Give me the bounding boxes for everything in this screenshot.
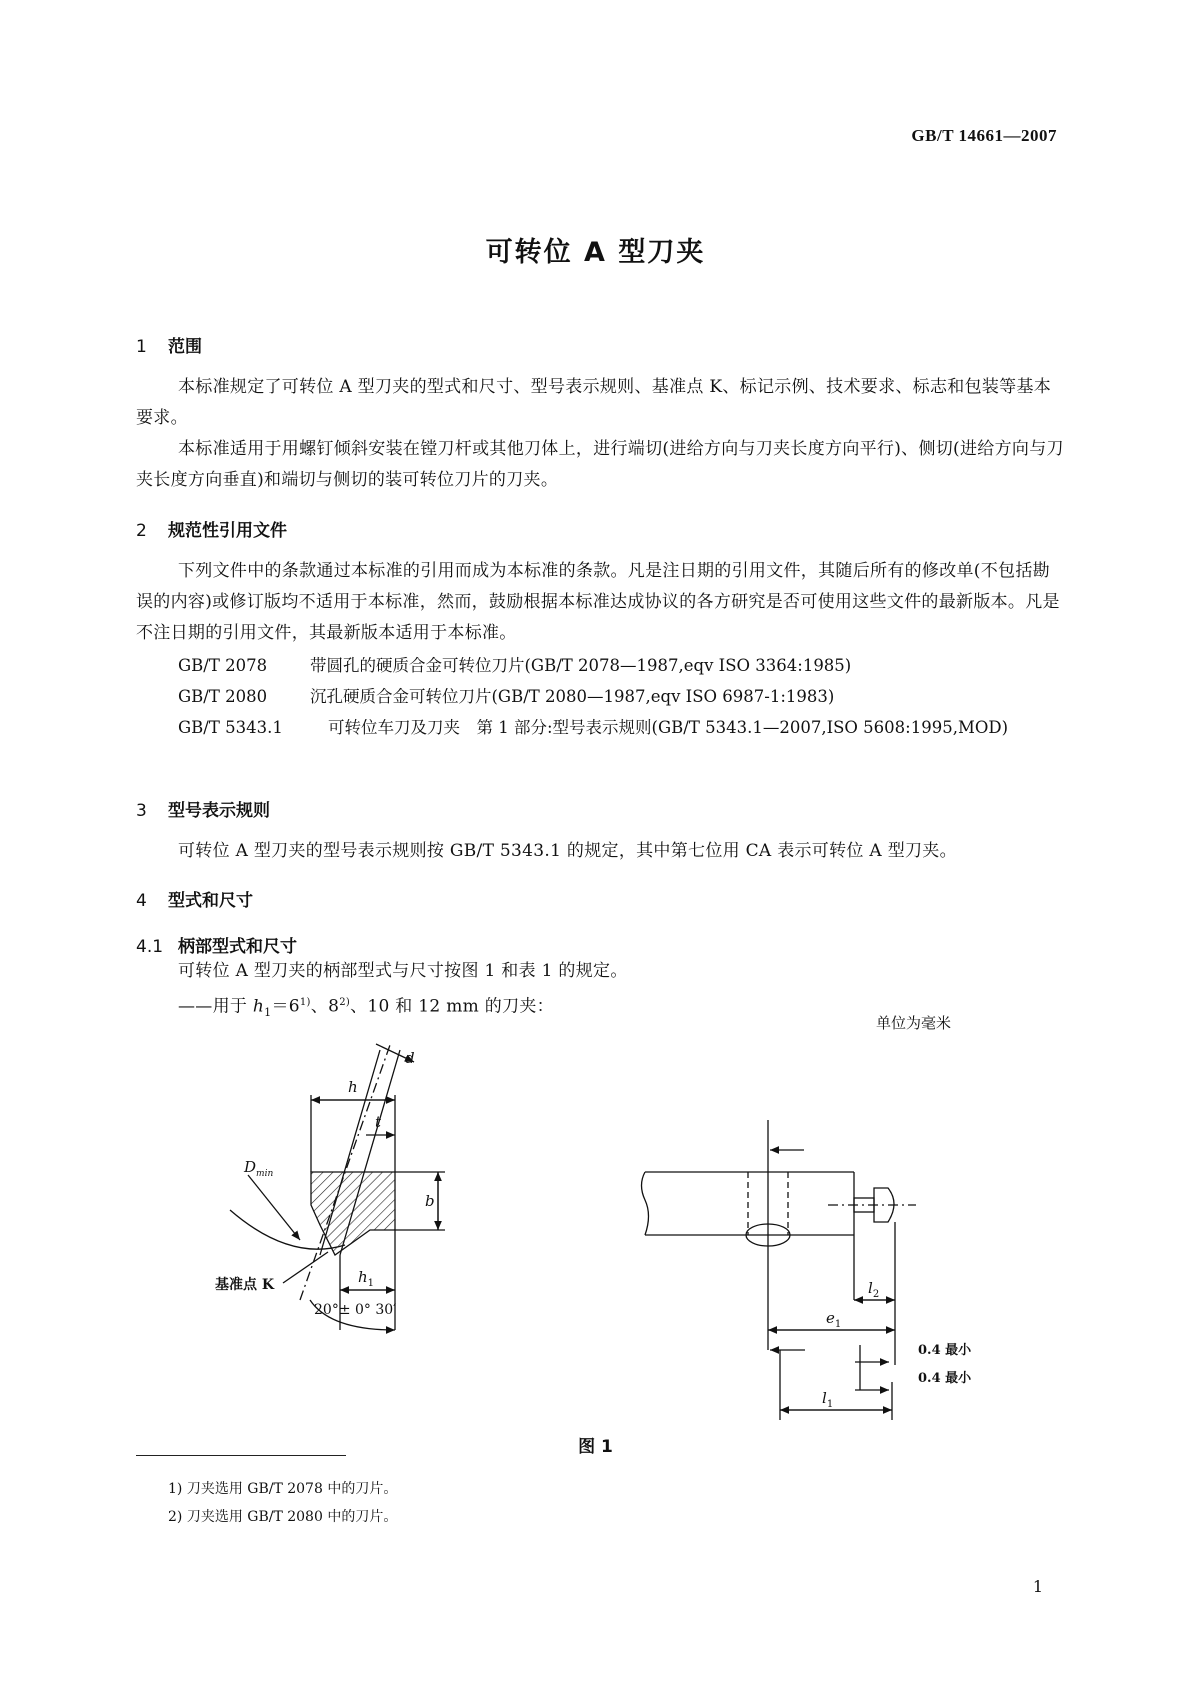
section-1-paragraph-1: 本标准规定了可转位 A 型刀夹的型式和尺寸、型号表示规则、基准点 K、标记示例、技术要求、标志和包装等基本要求。 [136,377,1052,428]
holder-side-view [642,1120,917,1420]
list-text: 、8 [310,996,340,1017]
footnote-ref-1: 1) [299,997,311,1008]
label-d: d [405,1049,415,1067]
label-d-min-sub: min [256,1169,274,1179]
label-ref-point: 基准点 K [215,1277,275,1293]
label-l1-main: l [822,1389,827,1407]
section-number: 2 [136,521,147,541]
label-l2-sub: 2 [872,1289,880,1300]
label-b: b [425,1192,435,1210]
list-text: ——用于 [178,996,253,1017]
standard-code: GB/T 14661—2007 [911,126,1057,145]
label-angle: 20°± 0° 30′ [314,1302,397,1318]
reference-code: GB/T 2080 [178,687,268,706]
reference-item [136,712,1068,743]
label-l2-main: l [868,1279,873,1297]
document-title: 可转位 A 型刀夹 [485,237,706,268]
label-min-1: 0.4 最小 [918,1343,972,1358]
label-h1-main: h [358,1268,368,1286]
label-l2 [868,1279,879,1300]
section-4-1-heading [136,932,297,957]
figure-1-drawing [0,1030,1191,1430]
footnote-2: 2) 刀夹选用 GB/T 2080 中的刀片。 [168,1509,398,1525]
section-1-paragraph-2: 本标准适用于用螺钉倾斜安装在镗刀杆或其他刀体上，进行端切(进给方向与刀夹长度方向平行)、侧切(进给方向与刀夹长度方向垂直)和端切与侧切的装可转位刀片的刀夹。 [136,439,1064,490]
reference-text: 可转位车刀及刀夹 第 1 部分:型号表示规则(GB/T 5343.1—2007,ISO 5608:1995,MOD) [328,718,1009,737]
reference-code: GB/T 2078 [178,656,268,675]
ref-point-leader [283,1252,328,1283]
figure-caption: 图 1 [578,1437,613,1457]
label-d-min [243,1158,273,1179]
list-sub: 1 [264,1006,272,1020]
label-t: t [375,1113,382,1131]
reference-item [178,681,1068,712]
label-h1 [358,1268,374,1289]
reference-text: 沉孔硬质合金可转位刀片(GB/T 2080—1987,eqv ISO 6987-1:1983) [310,687,835,706]
label-l1 [822,1389,833,1410]
section-1-heading [136,332,202,357]
footnote-1: 1) 刀夹选用 GB/T 2078 中的刀片。 [168,1481,398,1497]
section-2-paragraph-1: 下列文件中的条款通过本标准的引用而成为本标准的条款。凡是注日期的引用文件，其随后所有的修改单(不包括勘误的内容)或修订版均不适用于本标准，然而，鼓励根据本标准达成协议的各方研究是否可使用这些文件的最新版本。凡是不注日期的引用文件，其最新版本适用于本标准。 [136,561,1060,643]
section-4-heading [136,886,253,911]
label-l1-sub: 1 [826,1399,834,1410]
label-min-2: 0.4 最小 [918,1371,972,1386]
section-title: 范围 [168,337,202,357]
reference-item [178,650,1068,681]
list-var: h [252,996,265,1017]
label-e1 [826,1309,841,1330]
section-3-heading [136,796,270,821]
break-line [642,1172,649,1235]
section-number: 1 [136,337,147,357]
label-h1-sub: 1 [367,1278,375,1289]
section-title: 柄部型式和尺寸 [178,937,297,957]
label-e1-main: e [826,1309,835,1327]
section-4-1-paragraph-1: 可转位 A 型刀夹的柄部型式与尺寸按图 1 和表 1 的规定。 [178,961,628,981]
label-d-min-main: D [244,1158,257,1176]
footnote-rule [136,1455,346,1456]
section-title: 规范性引用文件 [168,521,287,541]
label-e1-sub: 1 [834,1319,842,1330]
section-number: 4 [136,891,147,911]
list-text: ＝6 [271,996,300,1017]
reference-code: GB/T 5343.1 [178,718,283,737]
section-number: 3 [136,801,147,821]
footnote-ref-2: 2) [339,997,351,1008]
label-h: h [348,1078,358,1096]
page-number: 1 [1032,1577,1043,1596]
unit-note: 单位为毫米 [875,1014,951,1032]
section-2-heading [136,516,287,541]
section-title: 型式和尺寸 [168,891,253,911]
d-min-arrow [248,1175,300,1240]
section-title: 型号表示规则 [168,801,270,821]
reference-text: 带圆孔的硬质合金可转位刀片(GB/T 2078—1987,eqv ISO 3364:1985) [310,656,852,675]
list-text: 、10 和 12 mm 的刀夹： [350,996,554,1017]
section-3-paragraph-1: 可转位 A 型刀夹的型号表示规则按 GB/T 5343.1 的规定，其中第七位用 CA 表示可转位 A 型刀夹。 [178,841,957,861]
section-number: 4.1 [136,937,164,957]
